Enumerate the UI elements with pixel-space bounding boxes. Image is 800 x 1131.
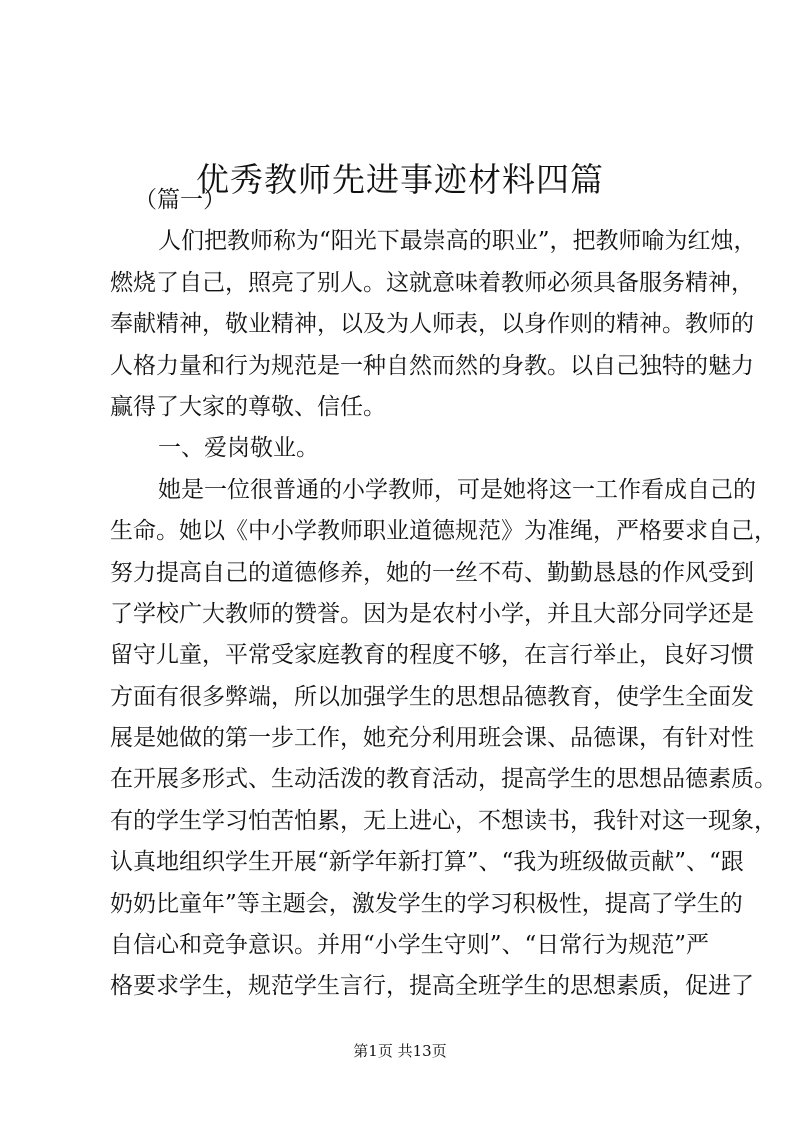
paragraph-line: 展是她做的第一步工作，她充分利用班会课、品德课，有针对性 (110, 725, 754, 752)
paragraph-line: 自信心和竞争意识。并用“小学生守则”、“日常行为规范”严 (110, 932, 710, 959)
paragraph-line: 努力提高自己的道德修养，她的一丝不苟、勤勤恳恳的作风受到 (110, 559, 754, 586)
paragraph-line: 奉献精神，敬业精神，以及为人师表，以身作则的精神。教师的 (110, 311, 754, 338)
section-heading (110, 428, 704, 469)
paragraph-line: 格要求学生，规范学生言行，提高全班学生的思想素质，促进了 (110, 973, 754, 1000)
paragraph-line: 她是一位很普通的小学教师，可是她将这一工作看成自己的 (158, 476, 756, 503)
paragraph (110, 221, 757, 428)
paragraph-line: 留守儿童，平常受家庭教育的程度不够，在言行举止，良好习惯 (110, 642, 754, 669)
paragraph-line: 人格力量和行为规范是一种自然而然的身教。以自己独特的魅力 (110, 352, 754, 379)
paragraph-line: 有的学生学习怕苦怕累，无上进心，不想读书，我针对这一现象， (110, 807, 777, 834)
document-title: 优秀教师先进事迹材料四篇 (196, 160, 604, 200)
section-label: （篇一） (134, 187, 226, 213)
paragraph-line: 燃烧了自己，照亮了别人。这就意味着教师必须具备服务精神， (110, 269, 754, 296)
heading-line: 一、爱岗敬业。 (158, 435, 319, 462)
paragraph-line: 奶奶比童年”等主题会，激发学生的学习积极性，提高了学生的 (110, 890, 743, 917)
paragraph-line: 赢得了大家的尊敬、信任。 (110, 393, 386, 420)
paragraph-line: 方面有很多弊端，所以加强学生的思想品德教育，使学生全面发 (110, 683, 754, 710)
document-body (110, 180, 777, 1008)
paragraph (110, 470, 777, 1008)
paragraph-line: 认真地组织学生开展“新学年新打算”、“我为班级做贡献”、“跟 (110, 849, 744, 876)
paragraph-line: 生命。她以《中小学教师职业道德规范》为准绳，严格要求自己， (110, 518, 777, 545)
paragraph-line: 在开展多形式、生动活泼的教育活动，提高学生的思想品德素质。 (110, 766, 777, 793)
paragraph-line: 人们把教师称为“阳光下最崇高的职业”，把教师喻为红烛， (158, 228, 757, 255)
page-number: 第1页 共13页 (353, 1042, 447, 1060)
paragraph-line: 了学校广大教师的赞誉。因为是农村小学，并且大部分同学还是 (110, 600, 754, 627)
